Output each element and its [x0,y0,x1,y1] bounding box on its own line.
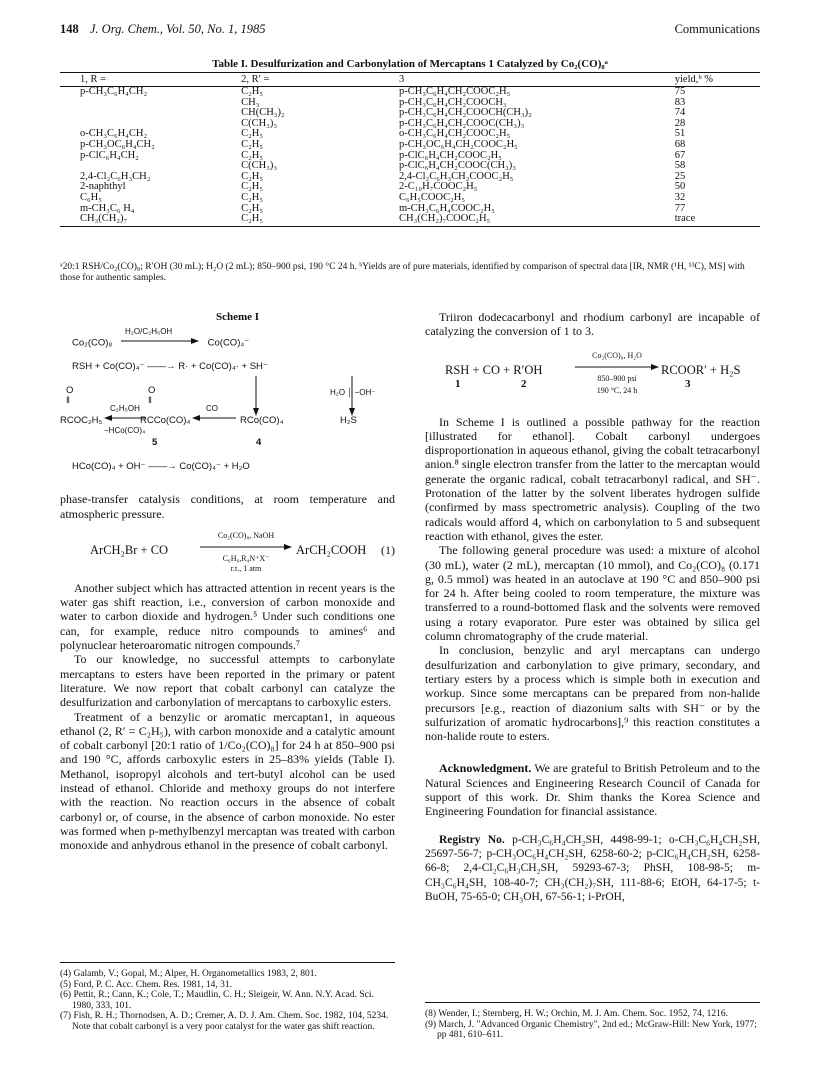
reference-item: (9) March, J. "Advanced Organic Chemistry", 2nd ed.; McGraw-Hill: New York, 1977; pp 481, 610–611. [425,1019,757,1041]
compound-number: 4 [256,437,262,449]
equation-products: RCOOR′ + H₂S [661,362,741,377]
table-cell: C₂H₅ [241,128,264,140]
paragraph: Triiron dodecacarbonyl and rhodium carbonyl are incapable of catalyzing the conversion of 1 to 3. [425,310,760,339]
table-cell: C(CH₃)₃ [241,160,278,172]
table-cell: p-CH₃C₆H₄CH₂COOC(CH₃)₃ [399,117,525,129]
paragraph: phase-transfer catalysis conditions, at room temperature and atmospheric pressure. [60,492,395,521]
reference-item: (7) Fish, R. H.; Thornodsen, A. D.; Cremer, A. D. J. Am. Chem. Soc. 1982, 104, 5234. Note that cobalt carbonyl is a very poor catalyst for the water gas shift reaction. [60,1011,389,1032]
left-arrow-icon [192,414,236,422]
arrow-icon [575,363,659,371]
table-cell: p-CH₃C₆H₄CH₂COOCH(CH₃)₂ [399,107,532,119]
hydrogen-sulfide: H₂S [340,415,357,427]
compound-number: 2 [521,377,527,390]
table-row [60,140,760,151]
paragraph: In Scheme I is outlined a possible pathway for the reaction [illustrated for ethanol]. Cobalt carbonyl undergoes disproportionation in aqueous ethanol, giving the cobalt tetracarbonyl anion.⁸ single electron transfer from the latter to the mercaptan would generate the organic radical, cobalt tetracarbonyl radical, and SH⁻. Protonation of the latter by the solvent liberates hydrogen sulfide (confirmed by mass spectrometric analysis). Coupling of the two radicals would afford 4, which on carbonylation to 5 and subsequent reaction with ethanol, gives the ester. [425,414,760,543]
right-column [425,310,760,904]
table-cell: C₂H₅ [239,214,397,226]
equation-reactants: RSH + CO + R′OH [445,362,543,377]
table-cell: m-CH₃C₆H₄COOC₂H₅ [399,202,495,214]
paragraph: Treatment of a benzylic or aromatic mercaptan1, in aqueous ethanol (2, R′ = C₂H₅), with carbon monoxide and a catalytic amount of cobalt carbonyl [20:1 ratio of 1/Co₂(CO)₈] for 24 h at 850–900 psi and 190 °C, affords carboxylic esters in 25–83% yields (Table I). Methanol, isopropyl alcohols and tert-butyl alcohol can be used instead of ethanol. Chloride and methoxy groups do not interfere with the reaction. No reaction occurs in the absence of cobalt carbonyl or, of course, in the absence of carbon monoxide. No ester was formed when p-methylbenzyl mercaptan was treated with carbon monoxide and anhydrous ethanol in the presence of cobalt carbonyl. [60,709,395,853]
scheme-line-1 [72,327,250,351]
table-cell: 2,4-Cl₂C₆H₃CH₂ [80,170,151,182]
table-cell: m-CH₃C₆ H₄ [80,202,135,214]
scheme-title: Scheme I [215,311,260,323]
carbonyl-o: O [148,385,156,397]
page-number: 148 [60,22,79,36]
table-cell: p-CH₃C₆H₄CH₂COOCH₃ [399,96,507,108]
double-bond-icon: ‖ [148,395,152,407]
reference-item: (5) Ford, P. C. Acc. Chem. Res. 1981, 14, 31. [60,979,233,990]
reference-item: (6) Pettit, R.; Cann, K.; Cole, T.; Maudlin, C. H.; Sleigeir, W. Ann. N.Y. Acad. Sci. 1980, 333, 101. [60,990,374,1011]
equation-2 [425,349,760,401]
equation-number: (1) [381,542,395,557]
table-header: yield,ᵇ % [673,73,760,87]
registry-numbers [425,833,760,904]
table-footnote: ᵃ20:1 RSH/Co₂(CO)₈; R′OH (30 mL); H₂O (2 mL); 850–900 psi, 190 °C 24 h. ᵇYields are of pure materials, identified by comparison of spectral data [IR, NMR (¹H, ¹³C), MS] with those for authentic samples. [60,262,745,283]
paragraph: The following general procedure was used: a mixture of alcohol (30 mL), water (2 mL), mercaptan (10 mmol), and Co₂(CO)₈ (0.171 g, 0.5 mmol) was heated in an autoclave at 190 °C and 850–900 psi for 24 h. After being cooled to room temperature, the mixture was transferred to a round-bottomed flask and the solvents were removed using a rotary evaporator. Pure ester was obtained by silica gel column chromatography of the crude material. [425,543,760,644]
table-cell: C₆H₅ [80,191,102,203]
table-cell: C₂H₅ [241,138,264,150]
scheme-line-4: HCo(CO)₄ + OH⁻ ——→ Co(CO)₄⁻ + H₂O [72,461,250,473]
table-cell: 51 [674,128,686,140]
table-cell [60,98,239,109]
compound-number: 1 [455,377,461,390]
double-bond-icon: ‖ [66,395,70,407]
table-cell: 77 [674,202,686,214]
table-cell: 75 [674,86,686,97]
table-cell: 2-C₁₀H₇COOC₂H₅ [399,181,478,193]
table-cell: o-CH₃C₆H₄CH₂ [80,128,148,140]
table-cell: CH(CH₃)₂ [241,107,285,119]
reference-item: (4) Galamb, V.; Gopal, M.; Alper, H. Organometallics 1983, 2, 801. [60,969,317,979]
table-cell: p-ClC₆H₄CH₂COOC(CH₃)₃ [399,160,516,172]
table-cell: C₆H₅COOC₂H₅ [399,191,465,203]
carbonyl-o: O [66,385,74,397]
table-header: 1, R = [60,73,239,87]
table-cell: 32 [674,191,686,203]
arrow-label: Co₂(CO)₈, H₂O [592,350,642,360]
table-cell: C₂H₅ [241,170,264,182]
table-cell: 28 [674,117,686,129]
arrow-label: 850–900 psi [597,373,637,383]
arrow-label: Co₂(CO)₈, NaOH [217,530,275,540]
section-name: Communications [674,22,760,36]
equation-1 [60,527,395,573]
table-cell: C(CH₃)₃ [241,117,278,129]
paragraph: In conclusion, benzylic and aryl mercaptans can undergo desulfurization and carbonylation to give primary, secondary, and tertiary esters by a process which is simple both in execution and workup. Since some mercaptans can be prepared from non-halide precursors [e.g., reaction of diazonium salts with SH⁻ or by the sulfurization of aromatic hydrocarbons],⁹ this reaction constitutes a non-halide route to esters. [425,643,760,744]
scheme-reactant: Co₂(CO)₈ [72,337,113,349]
table-cell: p-ClC₆H₄CH₂ [80,149,139,161]
arrow-label: r.t., 1 atm [230,563,262,573]
reference-item: (8) Wender, I.; Sternberg, H. W.; Orchin, M. J. Am. Chem. Soc. 1952, 74, 1216. [425,1009,729,1019]
scheme-diagram [60,327,395,482]
table-cell: trace [673,214,760,226]
table-cell: C₂H₅ [241,202,264,214]
scheme-line-2: RSH + Co(CO)₄⁻ ——→ R· + Co(CO)₄· + SH⁻ [72,361,268,373]
table-cell: C₂H₅ [241,181,264,193]
arrow-label: −HCo(CO)₄ [104,426,146,436]
table-body [60,87,760,227]
reaction-arrow [121,327,199,350]
scheme-product: Co(CO)₄⁻ [207,337,250,349]
equation-reactants: ArCH₂Br + CO [90,542,169,557]
table-cell: p-CH₃C₆H₄CH₂COOC₂H₅ [399,86,511,97]
table-cell: o-CH₃C₆H₄CH₂COOC₂H₅ [399,128,511,140]
table-cell: C₂H₅ [241,149,264,161]
table-cell: CH₃(CH₂)₇ [60,214,239,226]
registry-heading: Registry No. [439,833,505,846]
table-cell: 58 [674,160,686,172]
acknowledgment-heading: Acknowledgment. [439,761,532,776]
acknowledgment [425,761,760,818]
references-right [425,1002,760,1041]
ester-product: RCOC₂H₅ [60,415,103,427]
compound-number: 5 [152,437,158,449]
table-cell: p-CH₃C₆H₄CH₂ [80,86,148,97]
arrow-label: 190 °C, 24 h [596,385,638,395]
paragraph: Another subject which has attracted attention in recent years is the water gas shift reaction, i.e., conversion of carbon monoxide and water to carbon dioxide and hydrogen.⁵ Under such conditions one can, for example, reduce nitro compounds to amines⁶ and polynuclear heteroaromatic nitrogen compounds.⁷ [60,580,395,653]
table-cell: 2-naphthyl [80,181,126,193]
table-header-row [60,73,760,87]
arrow-label: C₆H₆,R₄N⁺X⁻ [222,553,270,563]
references-left [60,962,395,1033]
table-cell: 25 [674,170,686,182]
results-table [60,72,760,227]
table-row [60,87,760,98]
acyl-cobalt: RCCo(CO)₄ [140,415,191,427]
table-row [60,214,760,226]
table-cell: CH₃(CH₂)₇COOC₂H₅ [397,214,673,226]
table-cell: 2,4-Cl₂C₆H₃CH₂COOC₂H₅ [399,170,514,182]
compound-number: 3 [685,377,691,390]
table-cell: 74 [674,107,686,119]
arrow-label: H₂O/C₂H₅OH [125,327,173,337]
equation-product: ArCH₂COOH [296,542,367,557]
table-cell: p-CH₃OC₆H₄CH₂COOC₂H₅ [399,138,518,150]
arrow-icon [200,543,292,551]
left-column [60,310,395,853]
paragraph: To our knowledge, no successful attempts to carbonylate mercaptans to esters have been reported in the primary or patent literature. We now report that cobalt carbonyl can catalyze the desulfurization and carbonylation of mercaptans to carboxylic esters. [60,652,395,710]
table-header: 3 [397,73,673,87]
page-header [60,22,760,40]
table-cell: C₂H₅ [241,191,264,203]
table-cell: 50 [674,181,686,193]
table-cell: CH₃ [241,96,260,108]
table-cell: p-CH₃OC₆H₄CH₂ [80,138,155,150]
table-container [60,72,760,227]
table-row [60,193,760,204]
table-cell: C₂H₅ [241,86,264,97]
alkyl-cobalt: RCo(CO)₄ [240,415,284,427]
journal-citation: J. Org. Chem., Vol. 50, No. 1, 1985 [89,22,266,36]
table-cell: p-ClC₆H₄CH₂COOC₂H₅ [399,149,502,161]
table-cell: 68 [674,138,686,150]
header-left [60,22,265,37]
registry-text: p-CH₃C₆H₄CH₂SH, 4498-99-1; o-CH₃C₆H₄CH₂SH, 25697-56-7; p-CH₃OC₆H₄CH₂SH, 6258-60-2; p-ClC₆H₄CH₂SH, 6258-66-8; 2,4-Cl₂C₆H₃CH₂SH, 59293-67-3; PhSH, 108-98-5; m-CH₃C₆H₄SH, 108-40-7; CH₃(CH₂)₇SH, 111-88-6; EtOH, 64-17-5; t-BuOH, 75-65-0; CH₃OH, 67-56-1; i-PrOH, [425,833,761,903]
table-cell: 83 [674,96,686,108]
table-cell [60,108,239,119]
arrow-label: CO [206,404,218,414]
table-header: 2, R′ = [239,73,397,87]
table-cell: 67 [674,149,686,161]
h2o-label: H₂O │ −OH⁻ [330,388,376,398]
arrow-label: C₂H₅OH [110,404,140,414]
acknowledgment-text: We are grateful to British Petroleum and to the Natural Sciences and Engineering Research Council of Canada for support of this work. Dr. Shim thanks the Korea Science and Engineering Foundation for financial assistance. [425,761,760,819]
table-title: Table I. Desulfurization and Carbonylation of Mercaptans 1 Catalyzed by Co₂(CO)₈ᵃ [212,58,608,70]
